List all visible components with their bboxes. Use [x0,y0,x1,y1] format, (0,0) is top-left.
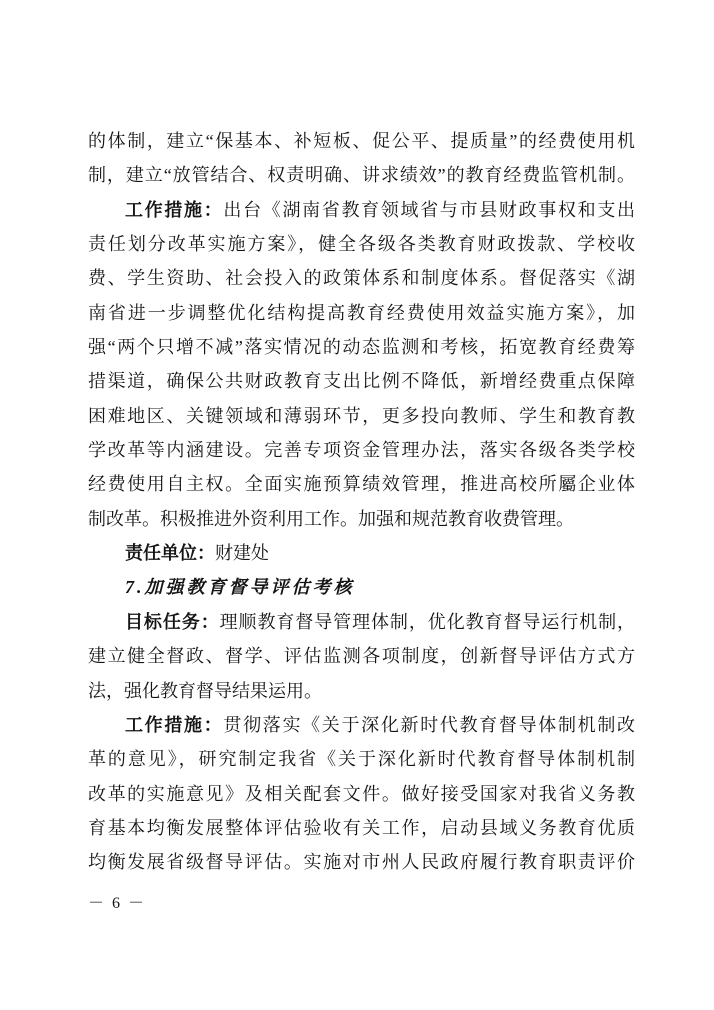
line-text: 困难地区、关键领域和薄弱环节，更多投向教师、学生和教育教 [88,405,635,426]
text-line [88,742,635,776]
line-text: 法，强化教育督导结果运用。 [88,680,322,701]
text-line [88,399,635,433]
line-text: 改革的实施意见》及相关配套文件。做好接受国家对我省义务教 [88,783,635,804]
page-number: － 6 － [88,895,147,912]
text-line [88,364,635,398]
line-text: 出台《湖南省教育领域省与市县财政事权和支出 [223,199,636,220]
line-text: 均衡发展省级督导评估。实施对市州人民政府履行教育职责评价 [88,852,635,873]
line-text: 制，建立“放管结合、权责明确、讲求绩效”的教育经费监管机制。 [88,165,635,186]
line-text: 费、学生资助、社会投入的政策体系和制度体系。督促落实《湖 [88,268,635,289]
line-text: 贯彻落实《关于深化新时代教育督导体制机制改 [223,714,636,735]
text-line [88,777,635,811]
text-line [88,708,635,742]
text-line [88,605,635,639]
section-heading [88,570,635,604]
line-text: 强“两个只增不减”落实情况的动态监测和考核，拓宽教育经费筹 [88,337,635,358]
text-line [88,193,635,227]
text-line [88,639,635,673]
line-text: 革的意见》，研究制定我省《关于深化新时代教育督导体制机制 [88,749,635,770]
line-text: 南省进一步调整优化结构提高教育经费使用效益实施方案》，加 [88,302,635,323]
text-line [88,261,635,295]
line-label: 工作措施： [125,714,224,735]
line-text: 理顺教育督导管理体制，优化教育督导运行机制， [219,611,636,632]
line-text: 制改革。积极推进外资利用工作。加强和规范教育收费管理。 [88,508,574,529]
text-line [88,845,635,879]
line-label: 目标任务： [125,611,220,632]
text-line [88,124,635,158]
line-text: 的体制，建立“保基本、补短板、促公平、提质量”的经费使用机 [88,131,635,151]
line-label: 工作措施： [125,199,224,220]
text-line [88,674,635,708]
line-text: 财建处 [215,543,269,564]
line-label: 责任单位： [125,543,215,564]
line-text: 措渠道，确保公共财政教育支出比例不降低，新增经费重点保障 [88,371,635,392]
text-line [88,433,635,467]
heading-text: 7.加强教育督导评估考核 [125,577,355,598]
text-line [88,502,635,536]
text-line [88,296,635,330]
text-line [88,227,635,261]
line-text: 育基本均衡发展整体评估验收有关工作，启动县域义务教育优质 [88,817,635,838]
document-text-block [88,124,635,880]
line-text: 建立健全督政、督学、评估监测各项制度，创新督导评估方式方 [88,646,635,667]
text-line [88,158,635,192]
line-text: 责任划分改革实施方案》，健全各级各类教育财政拨款、学校收 [88,234,635,255]
text-line [88,467,635,501]
text-line [88,330,635,364]
line-text: 经费使用自主权。全面实施预算绩效管理，推进高校所屬企业体 [88,474,635,495]
text-line [88,536,635,570]
line-text: 学改革等内涵建设。完善专项资金管理办法，落实各级各类学校 [88,440,635,461]
text-line [88,811,635,845]
